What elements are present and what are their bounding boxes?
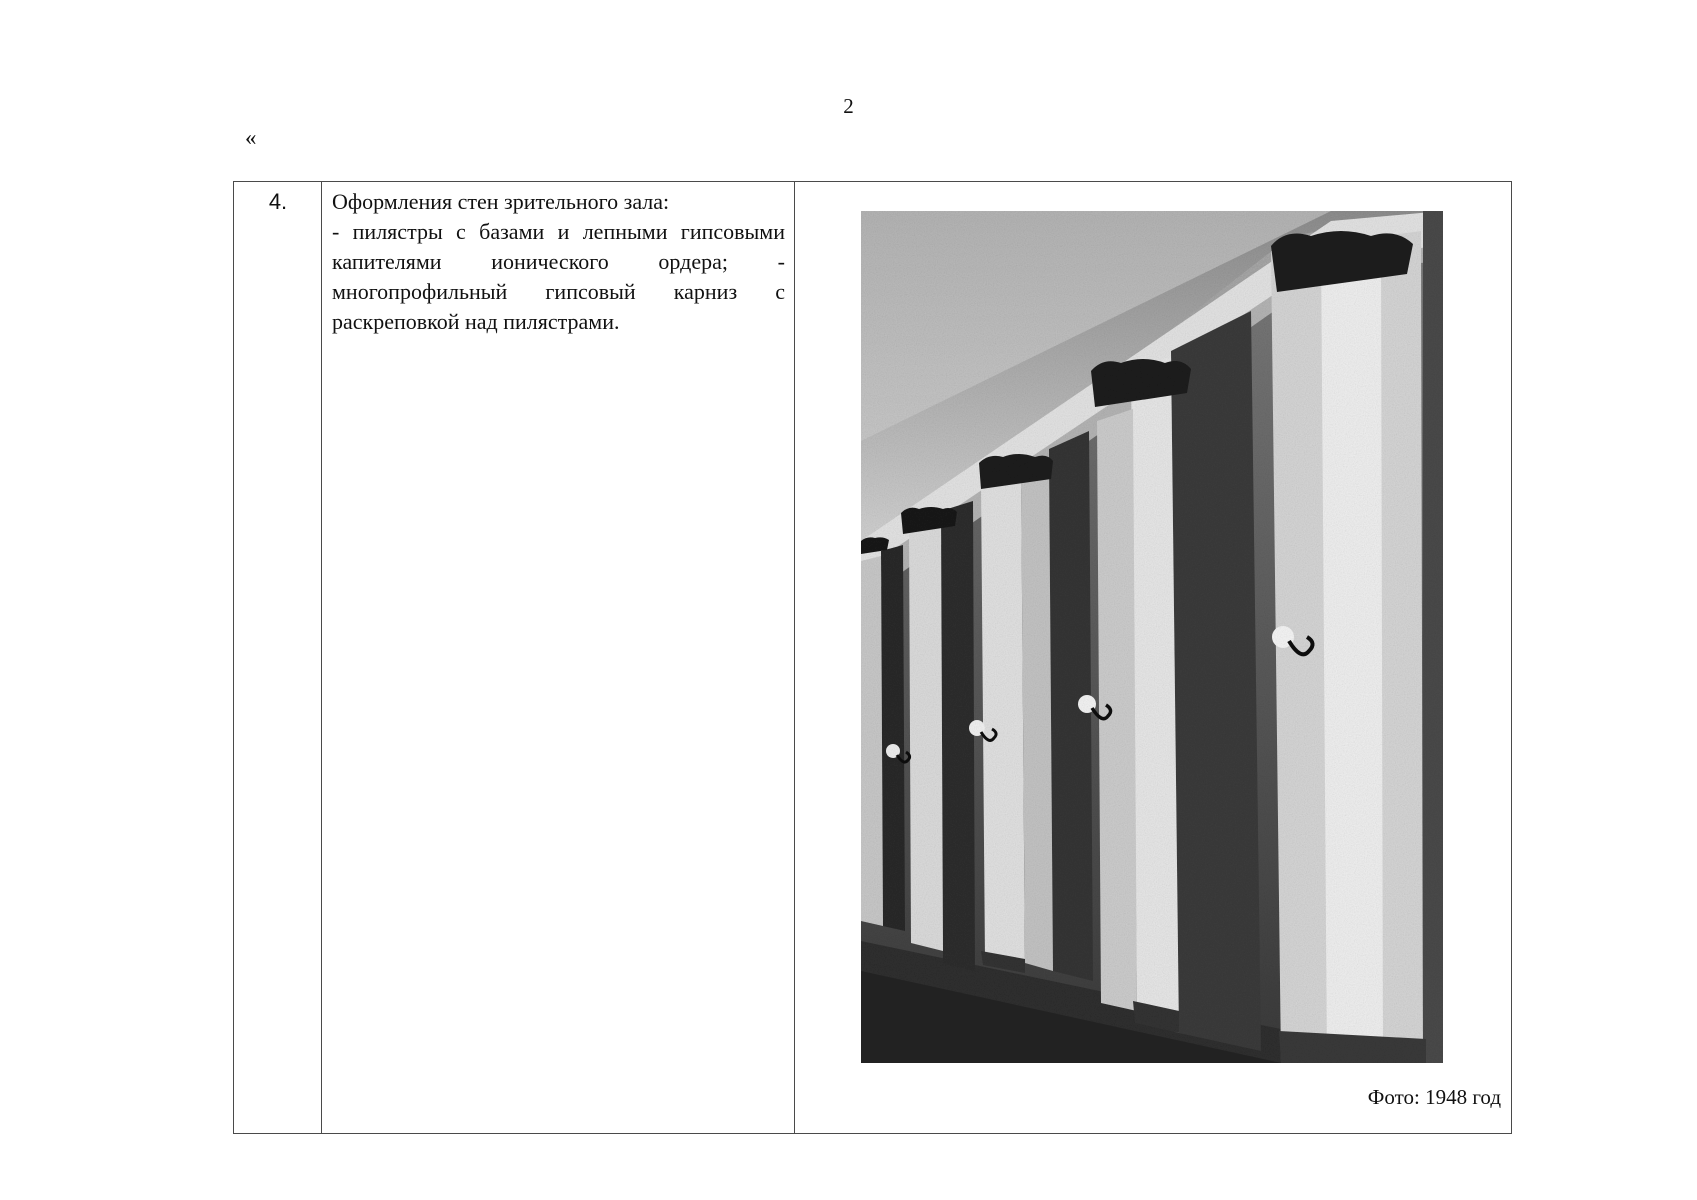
page-number: 2 <box>843 94 854 118</box>
opening-quote-mark: « <box>245 125 257 150</box>
photo-interior-pilasters <box>861 211 1443 1063</box>
description-cell <box>322 182 795 1133</box>
number-cell <box>234 182 322 1133</box>
description-text <box>332 187 785 337</box>
row-number: 4. <box>268 189 288 214</box>
photo-caption: Фото: 1948 год <box>1367 1085 1501 1109</box>
photo-cell <box>795 182 1511 1133</box>
description-title: Оформления стен зрительного зала: <box>332 189 670 214</box>
content-table <box>233 181 1512 1134</box>
description-body: - пилястры с базами и лепными гипсовыми капителями ионического ордера; - многопрофильный гипсовый карниз с раскреповкой над пилястрами. <box>332 219 785 334</box>
